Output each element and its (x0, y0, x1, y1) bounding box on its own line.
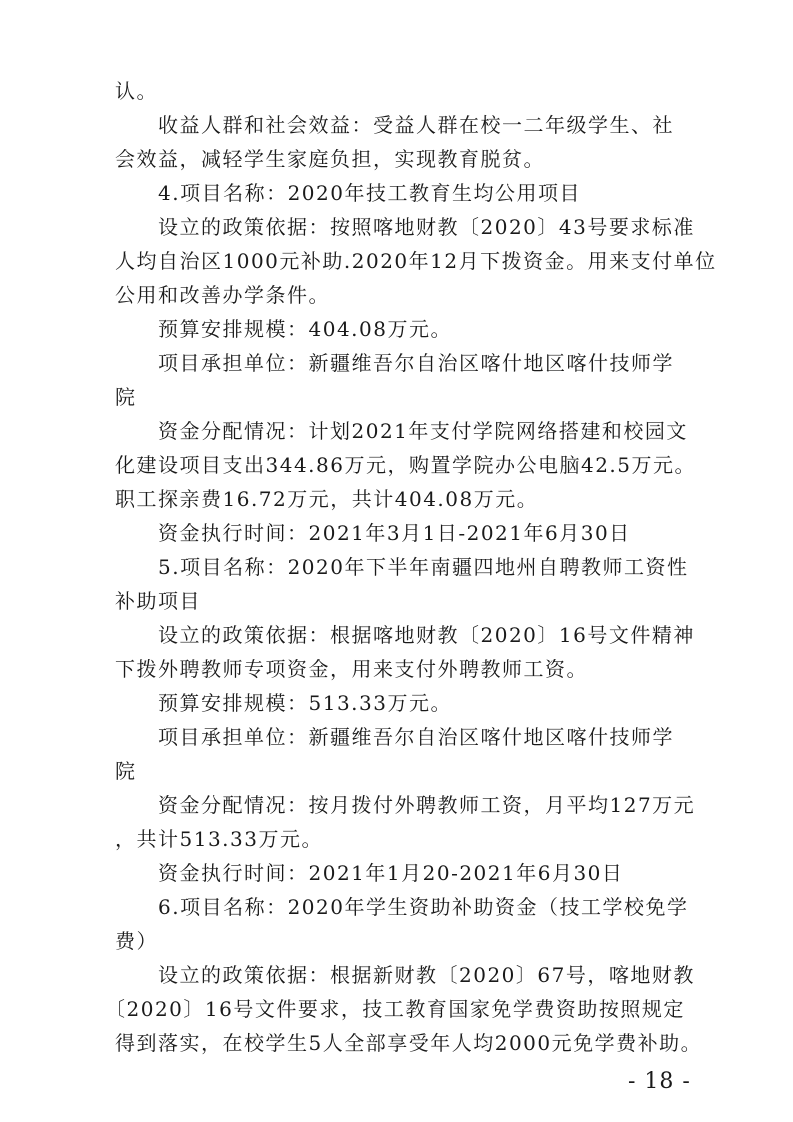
text-line: 资金分配情况：按月拨付外聘教师工资，月平均127万元 (158, 793, 696, 817)
section-heading: 6.项目名称：2020年学生资助补助资金（技工学校免学 (158, 895, 689, 919)
text-line: 人均自治区1000元补助.2020年12月下拨资金。用来支付单位 (115, 249, 717, 273)
text-line: 下拨外聘教师专项资金，用来支付外聘教师工资。 (115, 657, 588, 681)
text-line: 资金分配情况：计划2021年支付学院网络搭建和校园文 (158, 419, 688, 443)
text-line: 资金执行时间：2021年3月1日-2021年6月30日 (158, 521, 631, 545)
text-line: 预算安排规模：404.08万元。 (158, 317, 452, 341)
text-line: 收益人群和社会效益：受益人群在校一二年级学生、社 (158, 113, 674, 137)
text-line: 得到落实，在校学生5人全部享受年人均2000元免学费补助。 (115, 1031, 703, 1055)
page-number: - 18 - (628, 1069, 691, 1094)
text-line: 院 (115, 759, 137, 783)
text-line: 化建设项目支出344.86万元，购置学院办公电脑42.5万元。 (115, 453, 697, 477)
text-line: 费） (115, 929, 158, 953)
text-line: 项目承担单位：新疆维吾尔自治区喀什地区喀什技师学 (158, 351, 674, 375)
text-line: 设立的政策依据：根据喀地财教〔2020〕16号文件精神 (158, 623, 695, 647)
text-line: 职工探亲费16.72万元，共计404.08万元。 (115, 487, 539, 511)
text-line: ，共计513.33万元。 (115, 827, 323, 851)
text-line: 〔2020〕16号文件要求，技工教育国家免学费资助按照规定 (105, 997, 685, 1021)
text-line: 设立的政策依据：按照喀地财教〔2020〕43号要求标准 (158, 215, 695, 239)
section-heading: 5.项目名称：2020年下半年南疆四地州自聘教师工资性 (158, 555, 689, 579)
section-heading: 4.项目名称：2020年技工教育生均公用项目 (158, 181, 581, 205)
text-line: 设立的政策依据：根据新财教〔2020〕67号，喀地财教 (158, 963, 695, 987)
text-line: 认。 (115, 79, 158, 103)
text-line: 会效益，减轻学生家庭负担，实现教育脱贫。 (115, 147, 545, 171)
text-line: 院 (115, 385, 137, 409)
text-line: 公用和改善办学条件。 (115, 283, 330, 307)
text-line: 资金执行时间：2021年1月20-2021年6月30日 (158, 861, 624, 885)
text-line: 补助项目 (115, 589, 201, 613)
text-line: 预算安排规模：513.33万元。 (158, 691, 452, 715)
text-line: 项目承担单位：新疆维吾尔自治区喀什地区喀什技师学 (158, 725, 674, 749)
